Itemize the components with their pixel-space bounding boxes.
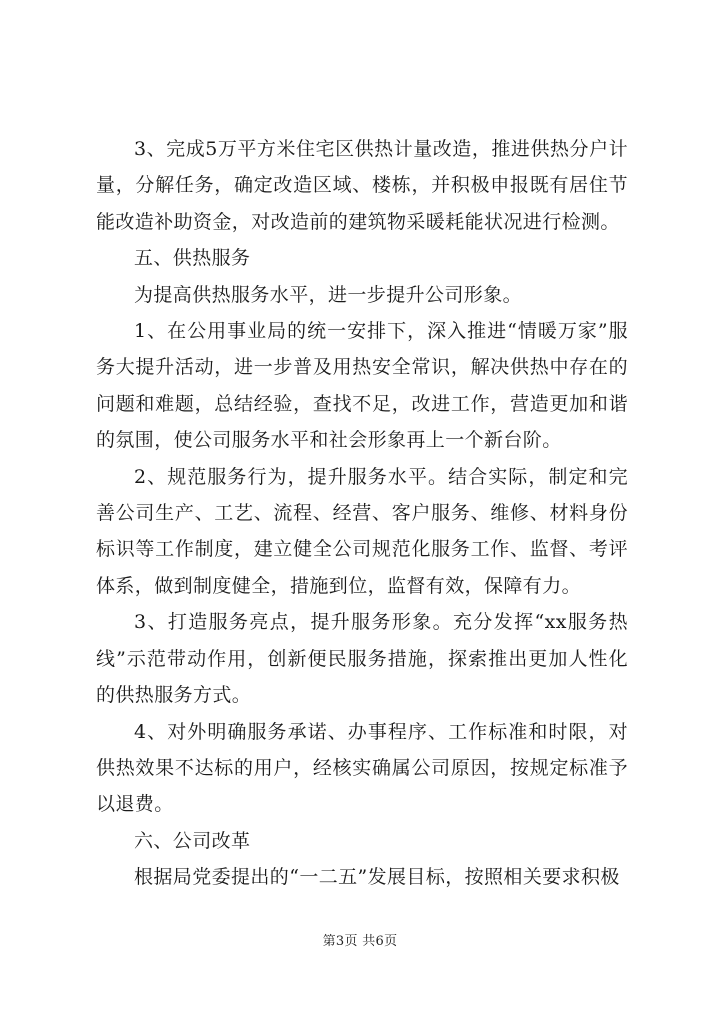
paragraph-service-item-1: 1、在公用事业局的统一安排下，深入推进“情暖万家”服务大提升活动，进一步普及用热安全常识，解决供热中存在的问题和难题，总结经验，查找不足，改进工作，营造更加和谐的氛围，使公司服务水平和社会形象再上一个新台阶。 xyxy=(96,320,628,452)
paragraph-service-intro: 为提高供热服务水平，进一步提升公司形象。 xyxy=(134,283,523,306)
paragraph-reform-intro: 根据局党委提出的“一二五”发展目标，按照相关要求积极 xyxy=(134,866,620,889)
paragraph-metering-renovation: 3、完成5万平方米住宅区供热计量改造，推进供热分户计量，分解任务，确定改造区域、楼栋，并积极申报既有居住节能改造补助资金，对改造前的建筑物采暖耗能状况进行检测。 xyxy=(96,138,628,233)
paragraph-service-item-3: 3、打造服务亮点，提升服务形象。充分发挥“xx服务热线”示范带动作用，创新便民服务措施，探索推出更加人性化的供热服务方式。 xyxy=(96,611,628,707)
paragraph-service-item-4: 4、对外明确服务承诺、办事程序、工作标准和时限，对供热效果不达标的用户，经核实确属公司原因，按规定标准予以退费。 xyxy=(96,720,628,816)
page-number-footer: 第3页 共6页 xyxy=(322,934,398,949)
section-heading-company-reform: 六、公司改革 xyxy=(134,829,251,852)
paragraph-service-item-2: 2、规范服务行为，提升服务水平。结合实际，制定和完善公司生产、工艺、流程、经营、客户服务、维修、材料身份标识等工作制度，建立健全公司规范化服务工作、监督、考评体系，做到制度健全，措施到位，监督有效，保障有力。 xyxy=(96,465,628,597)
document-body xyxy=(96,131,628,896)
section-heading-heating-service: 五、供热服务 xyxy=(134,247,251,270)
